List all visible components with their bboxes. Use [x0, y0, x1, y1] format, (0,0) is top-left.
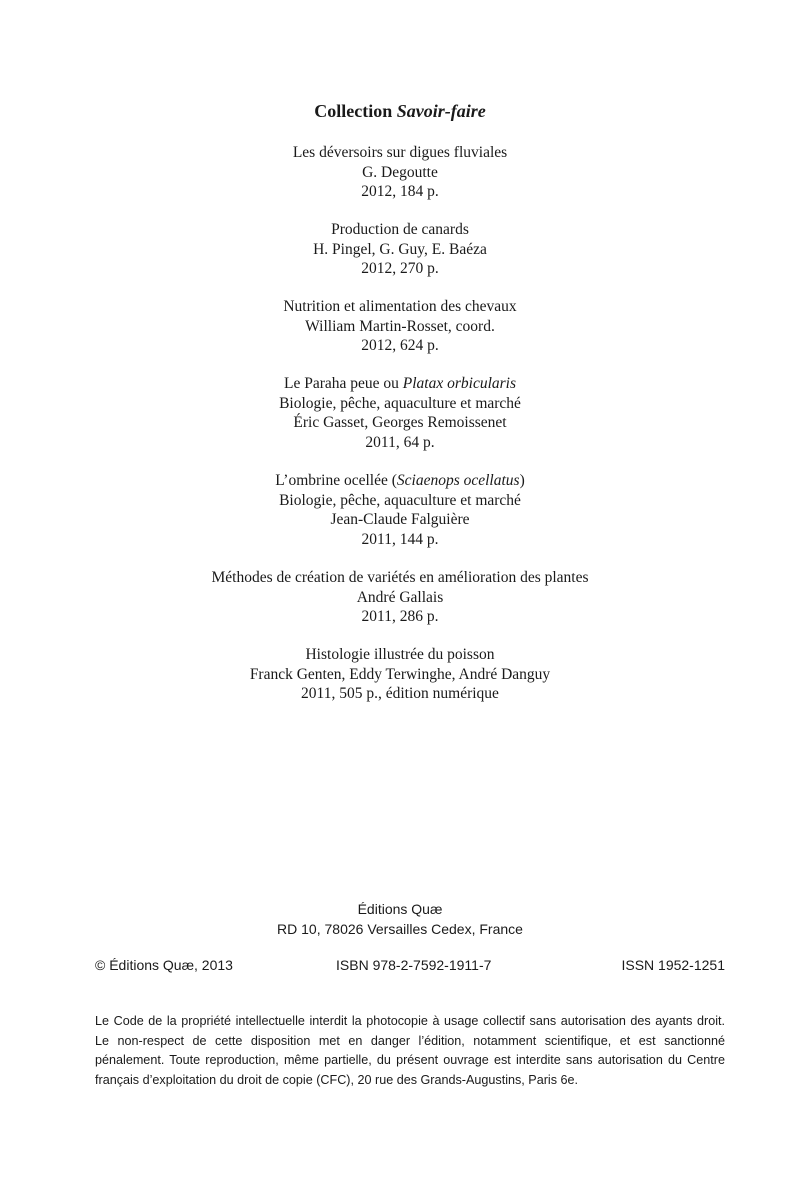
book-title: Histologie illustrée du poisson	[305, 646, 495, 663]
book-title-prefix: L’ombrine ocellée (	[275, 472, 397, 489]
book-title-italic: Platax orbicularis	[402, 375, 516, 392]
issn: ISSN 1952-1251	[621, 957, 725, 973]
book-title-italic: Sciaenops ocellatus	[396, 472, 520, 489]
book-title	[0, 471, 800, 491]
book-title: Les déversoirs sur digues fluviales	[292, 144, 508, 161]
book-title	[0, 374, 800, 394]
book-info: 2012, 624 p.	[361, 337, 439, 355]
book-authors: H. Pingel, G. Guy, E. Baéza	[313, 240, 487, 258]
book-authors: G. Degoutte	[362, 163, 438, 181]
book-subtitle: Biologie, pêche, aquaculture et marché	[279, 491, 521, 509]
book-info: 2012, 270 p.	[361, 260, 439, 278]
copyright-notice: © Éditions Quæ, 2013	[95, 957, 233, 973]
book-title: Nutrition et alimentation des chevaux	[283, 298, 517, 315]
book-entry	[0, 220, 800, 279]
legal-notice: Le Code de la propriété intellectuelle interdit la photocopie à usage collectif sans autorisation des ayants droit. Le non-respect de cette disposition met en danger l’édition, notamment scientifique, et est sanctionné pénalement. Toute reproduction, même partielle, du présent ouvrage est interdite sans autorisation du Centre français d’exploitation du droit de copie (CFC), 20 rue des Grands-Augustins, Paris 6e.	[95, 1014, 725, 1087]
book-title: Méthodes de création de variétés en amélioration des plantes	[211, 569, 589, 586]
collection-title	[0, 101, 800, 122]
book-entry	[0, 471, 800, 549]
book-authors: André Gallais	[356, 588, 444, 606]
book-info: 2011, 286 p.	[361, 608, 439, 626]
book-title: Production de canards	[331, 221, 469, 238]
book-authors: Jean-Claude Falguière	[330, 511, 470, 529]
book-authors: Éric Gasset, Georges Remoissenet	[293, 414, 507, 432]
book-info: 2011, 144 p.	[361, 530, 439, 548]
book-title-prefix: Le Paraha peue ou	[283, 375, 399, 392]
publisher-address: RD 10, 78026 Versailles Cedex, France	[277, 921, 523, 937]
book-info: 2011, 505 p., édition numérique	[301, 685, 499, 703]
book-entry	[0, 374, 800, 452]
book-subtitle: Biologie, pêche, aquaculture et marché	[279, 394, 521, 412]
publisher-block	[0, 899, 800, 939]
rights-row	[95, 957, 725, 977]
isbn: ISBN 978-2-7592-1911-7	[336, 957, 492, 973]
collection-name: Savoir-faire	[396, 101, 486, 121]
collection-prefix: Collection	[314, 101, 393, 121]
book-info: 2011, 64 p.	[365, 433, 435, 451]
book-entry	[0, 568, 800, 627]
book-authors: William Martin-Rosset, coord.	[305, 317, 495, 335]
book-title-suffix: )	[519, 472, 525, 489]
publisher-name: Éditions Quæ	[357, 901, 443, 917]
book-entry	[0, 297, 800, 356]
book-info: 2012, 184 p.	[361, 183, 439, 201]
book-entry	[0, 143, 800, 202]
book-authors: Franck Genten, Eddy Terwinghe, André Danguy	[249, 665, 551, 683]
book-entry	[0, 645, 800, 704]
